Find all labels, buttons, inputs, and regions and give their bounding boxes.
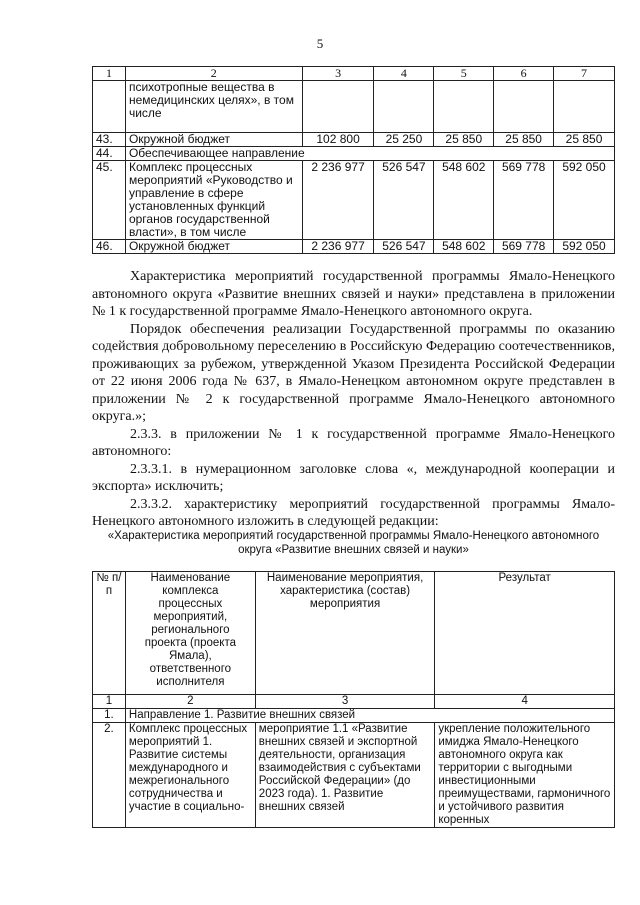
header-cell: 3: [302, 67, 374, 81]
table-header-row: [93, 67, 615, 81]
value-cell: 25 850: [554, 133, 615, 147]
header-cell: 4: [374, 67, 434, 81]
row-number: 1.: [93, 709, 126, 723]
direction-title: Направление 1. Развитие внешних связей: [125, 709, 614, 723]
value-cell: 25 850: [434, 133, 494, 147]
value-cell: 2 236 977: [302, 240, 374, 254]
row-name: Комплекс процессных мероприятий «Руководство и управление в сфере установленных функций органов государственной власти», в том числе: [125, 161, 302, 240]
page-number: 5: [316, 36, 324, 51]
header-cell: 7: [554, 67, 615, 81]
paragraph: 2.3.3.2. характеристику мероприятий государственной программы Ямало-Ненецкого автономного изложить в следующей редакции:: [92, 496, 615, 529]
row-number: 44.: [93, 147, 126, 161]
body-text: [92, 268, 615, 531]
header-cell: 2: [125, 67, 302, 81]
table-row: [93, 695, 615, 709]
value-cell: 592 050: [554, 240, 615, 254]
column-number: 3: [255, 695, 435, 709]
row-name: Окружной бюджет: [125, 133, 302, 147]
table-row: [93, 709, 615, 723]
row-number: 43.: [93, 133, 126, 147]
header-cell: 5: [434, 67, 494, 81]
row-number: [93, 81, 126, 133]
value-cell: 102 800: [302, 133, 374, 147]
table-row: [93, 147, 615, 161]
header-cell: Результат: [435, 572, 615, 695]
header-cell: 1: [93, 67, 126, 81]
table-row: [93, 723, 615, 828]
value-cell: 548 602: [434, 161, 494, 240]
row-name: психотропные вещества в немедицинских целях», в том числе: [125, 81, 302, 133]
complex-name: Комплекс процессных мероприятий 1. Развитие системы международного и межрегионального сотрудничества и участие в социально-: [125, 723, 255, 828]
row-number: 46.: [93, 240, 126, 254]
table-header-row: [93, 572, 615, 695]
value-cell: [554, 81, 615, 133]
header-cell: 6: [494, 67, 554, 81]
column-number: 1: [93, 695, 126, 709]
header-cell: Наименование комплекса процессных мероприятий, регионального проекта (проекта Ямала), ответственного исполнителя: [125, 572, 255, 695]
table-row: [93, 161, 615, 240]
measure-result: укрепление положительного имиджа Ямало-Ненецкого автономного округа как территории с выгодными инвестиционными преимуществами, гармоничного и устойчивого развития коренных: [435, 723, 615, 828]
table-caption: «Характеристика мероприятий государственной программы Ямало-Ненецкого автономного округа «Развитие внешних связей и науки»: [107, 530, 600, 556]
paragraph: 2.3.3. в приложении № 1 к государственной программе Ямало-Ненецкого автономного:: [92, 426, 615, 459]
value-cell: 592 050: [554, 161, 615, 240]
budget-table: [92, 66, 615, 254]
header-cell: № п/п: [93, 572, 126, 695]
value-cell: 526 547: [374, 240, 434, 254]
row-name: Окружной бюджет: [125, 240, 302, 254]
value-cell: 2 236 977: [302, 161, 374, 240]
measure-description: мероприятие 1.1 «Развитие внешних связей и экспортной деятельности, организация взаимодействия с субъектами Российской Федерации» (до 2023 года). 1. Развитие внешних связей: [255, 723, 435, 828]
value-cell: 569 778: [494, 161, 554, 240]
paragraph: 2.3.3.1. в нумерационном заголовке слова «, международной кооперации и экспорта» исключить;: [92, 461, 615, 494]
value-cell: 526 547: [374, 161, 434, 240]
table-row: [93, 133, 615, 147]
value-cell: [374, 81, 434, 133]
table-row: [93, 240, 615, 254]
paragraph: Характеристика мероприятий государственной программы Ямало-Ненецкого автономного округа «Развитие внешних связей и науки» представлена в приложении № 1 к государственной программе Ямало-Ненецкого автономного округа.: [92, 269, 615, 319]
column-number: 2: [125, 695, 255, 709]
measures-table: [92, 571, 615, 828]
column-number: 4: [435, 695, 615, 709]
row-number: 45.: [93, 161, 126, 240]
row-name: Обеспечивающее направление: [125, 147, 614, 161]
table-row: [93, 81, 615, 133]
value-cell: [494, 81, 554, 133]
value-cell: 548 602: [434, 240, 494, 254]
row-number: 2.: [93, 723, 126, 828]
value-cell: [302, 81, 374, 133]
paragraph: Порядок обеспечения реализации Государственной программы по оказанию содействия добровольному переселению в Российскую Федерацию соотечественников, проживающих за рубежом, утвержденной Указом Президента Российской Федерации от 22 июня 2006 года № 637, в Ямало-Ненецком автономном округе представлен в приложении № 2 к государственной программе Ямало-Ненецкого автономного округа.»;: [92, 321, 615, 424]
value-cell: 25 850: [494, 133, 554, 147]
header-cell: Наименование мероприятия, характеристика (состав) мероприятия: [255, 572, 435, 695]
value-cell: 569 778: [494, 240, 554, 254]
value-cell: 25 250: [374, 133, 434, 147]
value-cell: [434, 81, 494, 133]
